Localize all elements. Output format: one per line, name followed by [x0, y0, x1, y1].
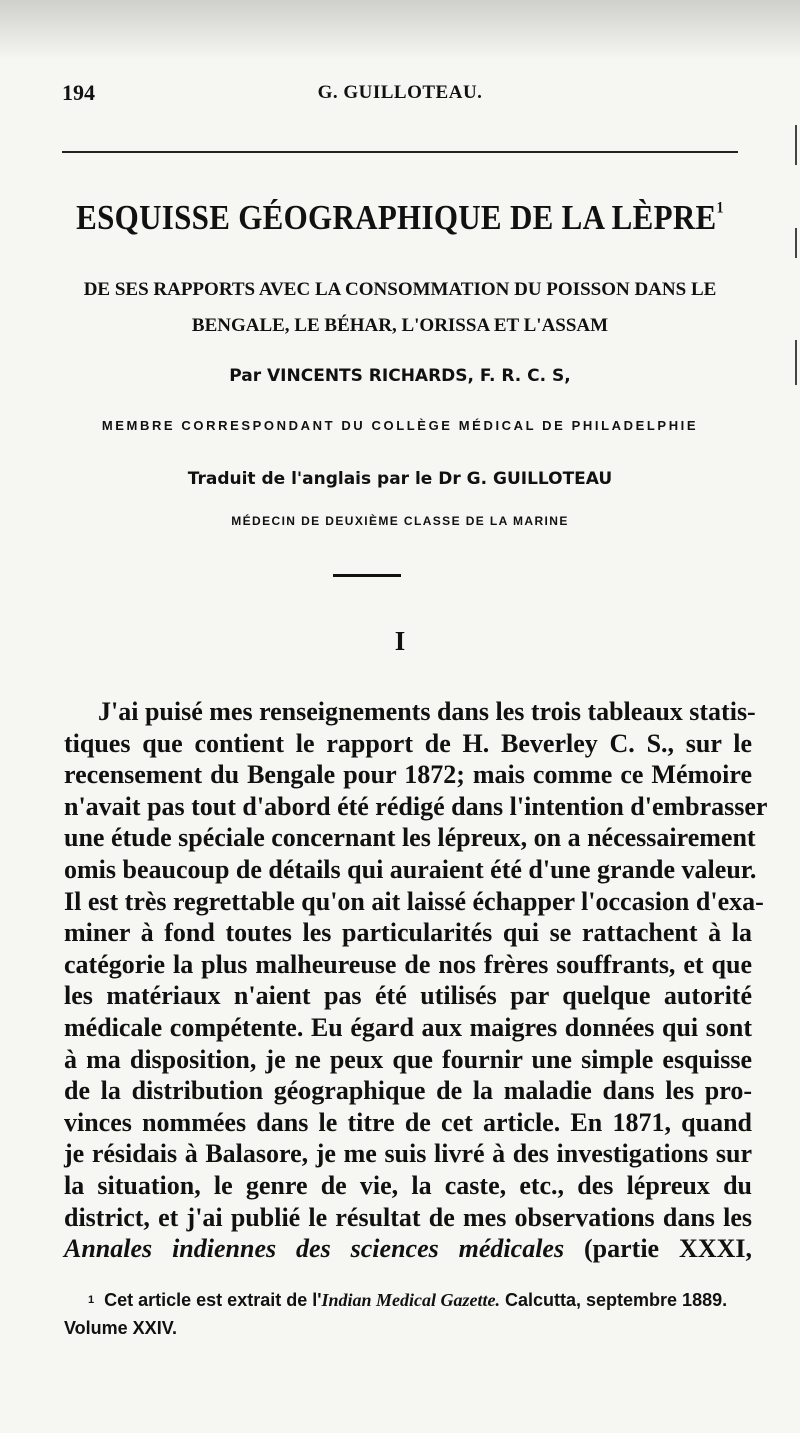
body-line: médicale compétente. Eu égard aux maigres données qui sont: [64, 1012, 752, 1042]
footnote-mark: 1: [88, 1294, 95, 1306]
body-line-last: [64, 1233, 752, 1265]
article-subtitle: [66, 272, 734, 344]
translator-affiliation: MÉDECIN DE DEUXIÈME CLASSE DE LA MARINE: [231, 514, 569, 528]
page-number: 194: [62, 80, 95, 105]
body-line: recensement du Bengale pour 1872; mais comme ce Mémoire: [64, 760, 752, 790]
journal-title: Annales indiennes des sciences médicales: [64, 1234, 565, 1264]
section-number: I: [394, 626, 406, 656]
article-title: [40, 198, 760, 238]
title-footnote-mark: 1: [716, 200, 724, 217]
footnote-source: Indian Medical Gazette.: [321, 1290, 500, 1310]
author-affiliation: MEMBRE CORRESPONDANT DU COLLÈGE MÉDICAL DE PHILADELPHIE: [101, 418, 699, 433]
body-line: J'ai puisé mes renseignements dans les trois tableaux statis-: [98, 697, 756, 726]
body-line: la situation, le genre de vie, la caste, etc., des lépreux du: [64, 1170, 752, 1200]
body-line: de la distribution géographique de la maladie dans les pro-: [64, 1076, 752, 1106]
body-line: à ma disposition, je ne peux que fournir une simple esquisse: [64, 1044, 752, 1074]
subtitle-line-2: BENGALE, LE BÉHAR, L'ORISSA ET L'ASSAM: [191, 315, 609, 336]
author-line: Par VINCENTS RICHARDS, F. R. C. S,: [229, 366, 571, 386]
translator-line: Traduit de l'anglais par le Dr G. GUILLOTEAU: [187, 469, 613, 489]
scan-edge-mark: [795, 125, 797, 165]
section-divider: [333, 574, 401, 577]
body-line: tiques que contient le rapport de H. Beverley C. S., sur le: [64, 728, 752, 758]
page-header: [62, 80, 738, 110]
footnote-line-1: [64, 1286, 754, 1314]
body-line: vinces nommées dans le titre de cet article. En 1871, quand: [64, 1107, 752, 1137]
body-line-rest: (partie XXXI,: [564, 1234, 752, 1264]
footnote-text-after: Calcutta, septembre 1889.: [500, 1290, 728, 1310]
scan-edge-mark: [795, 228, 797, 258]
body-line: Il est très regrettable qu'on ait laissé échapper l'occasion d'exa-: [64, 886, 764, 916]
running-head: G. GUILLOTEAU.: [317, 82, 483, 103]
body-line: n'avait pas tout d'abord été rédigé dans l'intention d'embrasser: [64, 791, 768, 821]
body-line: les matériaux n'aient pas été utilisés par quelque autorité: [64, 981, 752, 1011]
body-line: catégorie la plus malheureuse de nos frères souffrants, et que: [64, 949, 752, 979]
body-line: district, et j'ai publié le résultat de mes observations dans les: [64, 1202, 752, 1232]
body-line: une étude spéciale concernant les lépreux, on a nécessairement: [64, 823, 756, 853]
scan-edge-mark: [795, 340, 797, 385]
footnote-line-2: Volume XXIV.: [64, 1318, 178, 1338]
header-rule: [62, 151, 738, 153]
body-line: je résidais à Balasore, je me suis livré à des investigations sur: [64, 1139, 752, 1169]
body-line: miner à fond toutes les particularités qui se rattachent à la: [64, 918, 752, 948]
body-line: omis beaucoup de détails qui auraient été d'une grande valeur.: [64, 854, 757, 884]
body-paragraph: [64, 696, 768, 1265]
article-title-text: ESQUISSE GÉOGRAPHIQUE DE LA LÈPRE: [76, 197, 717, 238]
footnote: [64, 1286, 754, 1342]
scan-shadow: [0, 0, 800, 60]
footnote-text-before: Cet article est extrait de l': [104, 1290, 322, 1310]
subtitle-line-1: DE SES RAPPORTS AVEC LA CONSOMMATION DU POISSON DANS LE: [83, 279, 717, 300]
